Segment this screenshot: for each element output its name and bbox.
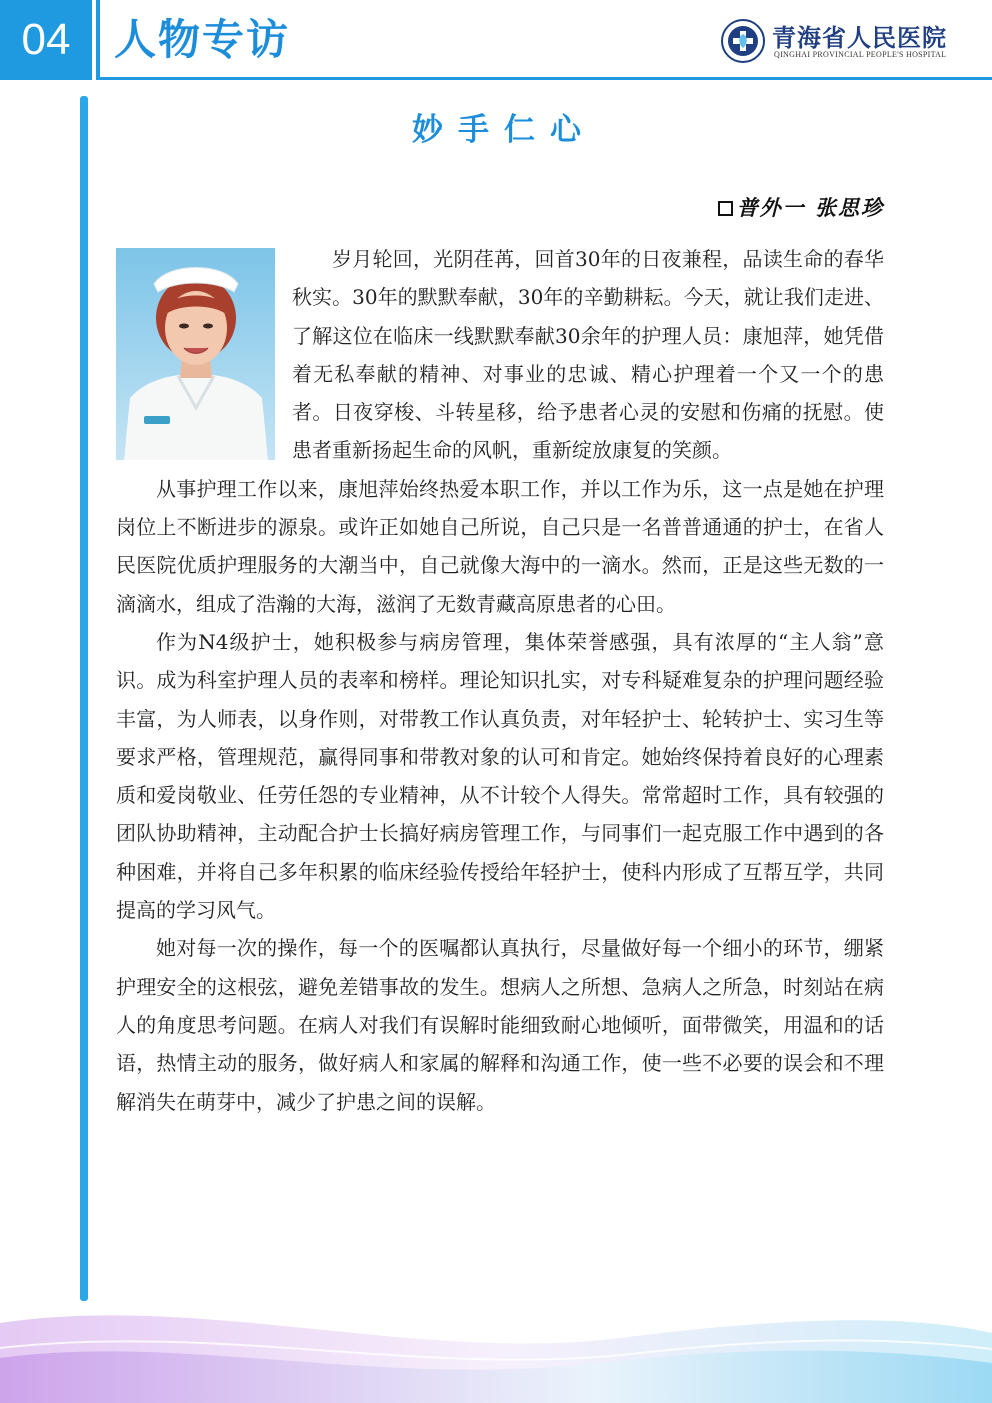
hospital-emblem-icon [720,18,766,64]
paragraph-4: 她对每一次的操作，每一个的医嘱都认真执行，尽量做好每一个细小的环节，绷紧护理安全的这根弦，避免差错事故的发生。想病人之所想、急病人之所急，时刻站在病人的角度思考问题。在病人对我们有误解时能细致耐心地倾听，面带微笑，用温和的话语，热情主动的服务，做好病人和家属的解释和沟通工作，使一些不必要的误会和不理解消失在萌芽中，减少了护患之间的误解。 [116,936,884,1114]
byline [718,192,884,222]
byline-box-icon [718,201,733,216]
paragraph-3: 作为N4级护士，她积极参与病房管理，集体荣誉感强，具有浓厚的“主人翁”意识。成为科室护理人员的表率和榜样。理论知识扎实，对专科疑难复杂的护理问题经验丰富，为人师表，以身作则，对带教工作认真负责，对年轻护士、轮转护士、实习生等要求严格，管理规范，赢得同事和带教对象的认可和肯定。她始终保持着良好的心理素质和爱岗敬业、任劳任怨的专业精神，从不计较个人得失。常常超时工作，具有较强的团队协助精神，主动配合护士长搞好病房管理工作，与同事们一起克服工作中遇到的各种困难，并将自己多年积累的临床经验传授给年轻护士，使科内形成了互帮互学，共同提高的学习风气。 [116,629,884,923]
hospital-logo [720,16,950,72]
section-title: 人物专访 [114,15,291,64]
page-number: 04 [0,0,92,80]
side-accent-rule [80,96,88,1301]
hospital-name: 青海省人民医院 [772,23,947,52]
article-body [116,240,884,1121]
bottom-wave-decoration [0,1253,992,1403]
byline-text: 普外一 张思珍 [736,195,884,220]
photo-spacer [116,240,292,468]
article-title: 妙手仁心 [412,112,596,148]
paragraph-1: 岁月轮回，光阴荏苒，回首30年的日夜兼程，品读生命的春华秋实。30年的默默奉献，30年的辛勤耕耘。今天，就让我们走进、了解这位在临床一线默默奉献30余年的护理人员：康旭萍，她凭借着无私奉献的精神、对事业的忠诚、精心护理着一个又一个的患者。日夜穿梭、斗转星移，给予患者心灵的安慰和伤痛的抚慰。使患者重新扬起生命的风帆，重新绽放康复的笑颜。 [292,247,884,463]
hospital-name-en: QINGHAI PROVINCIAL PEOPLE'S HOSPITAL [774,50,947,59]
paragraph-2: 从事护理工作以来，康旭萍始终热爱本职工作，并以工作为乐，这一点是她在护理岗位上不断进步的源泉。或许正如她自己所说，自己只是一名普普通通的护士，在省人民医院优质护理服务的大潮当中，自己就像大海中的一滴水。然而，正是这些无数的一滴滴水，组成了浩瀚的大海，滋润了无数青藏高原患者的心田。 [116,476,884,616]
